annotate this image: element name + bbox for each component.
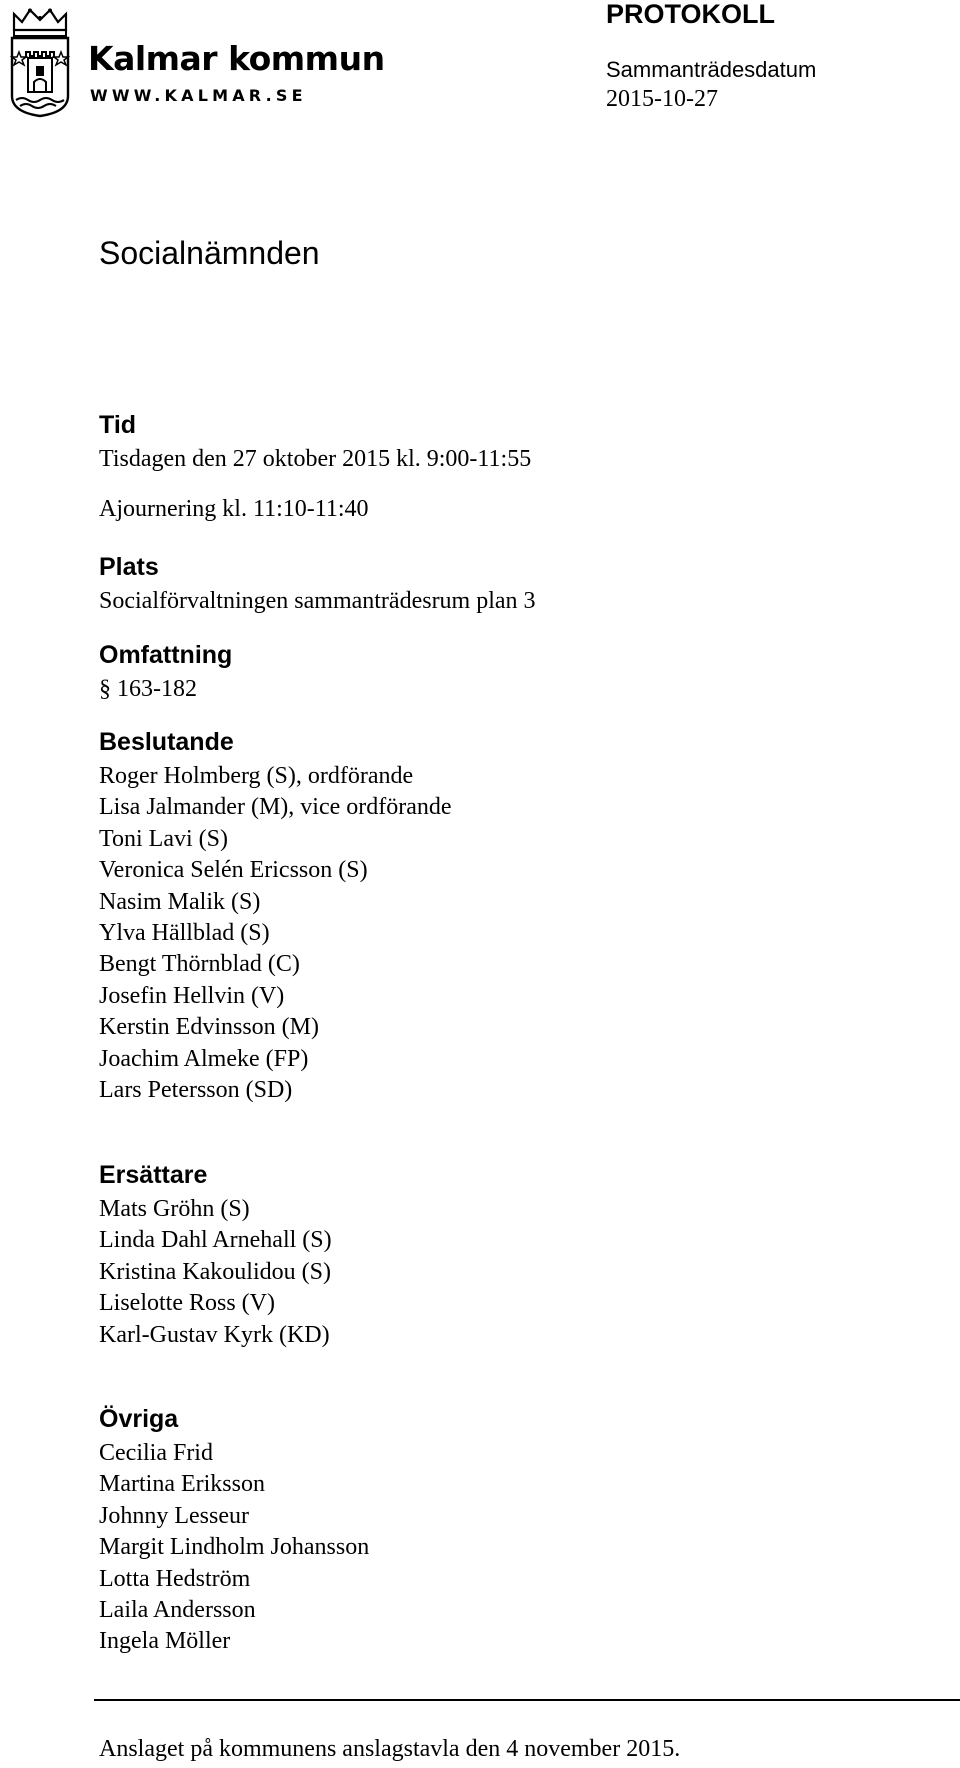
section-heading-tid: Tid [99, 411, 137, 439]
kalmar-crest-icon [8, 8, 72, 118]
list-item: Margit Lindholm Johansson [99, 1534, 370, 1561]
section-heading-ovriga: Övriga [99, 1405, 179, 1433]
list-item: Joachim Almeke (FP) [99, 1045, 309, 1072]
list-item: Johnny Lesseur [99, 1502, 249, 1529]
list-item: Ylva Hällblad (S) [99, 920, 270, 947]
list-item: Lotta Hedström [99, 1565, 251, 1592]
list-item: Linda Dahl Arnehall (S) [99, 1227, 332, 1254]
list-item: Mats Gröhn (S) [99, 1196, 250, 1222]
beslutande-list [99, 761, 452, 1106]
section-heading-beslutande: Beslutande [99, 728, 234, 756]
ovriga-list [99, 1438, 369, 1658]
adjournment-line: Ajournering kl. 11:10-11:40 [99, 496, 369, 522]
list-item: Martina Eriksson [99, 1471, 265, 1498]
list-item: Bengt Thörnblad (C) [99, 951, 300, 978]
footer-divider [94, 1699, 960, 1701]
list-item: Cecilia Frid [99, 1440, 213, 1466]
section-heading-ersattare: Ersättare [99, 1161, 208, 1189]
org-name: Kalmar kommun [88, 39, 385, 78]
list-item: Lisa Jalmander (M), vice ordförande [99, 794, 452, 821]
list-item: Karl-Gustav Kyrk (KD) [99, 1321, 330, 1348]
list-item: Kerstin Edvinsson (M) [99, 1014, 319, 1041]
section-heading-omfattning: Omfattning [99, 641, 233, 669]
time-line: Tisdagen den 27 oktober 2015 kl. 9:00-11:55 [99, 446, 532, 472]
list-item: Lars Petersson (SD) [99, 1077, 293, 1104]
list-item: Nasim Malik (S) [99, 888, 261, 915]
scope-line: § 163-182 [99, 676, 197, 702]
posting-notice: Anslaget på kommunens anslagstavla den 4 november 2015. [99, 1736, 681, 1762]
list-item: Laila Andersson [99, 1597, 256, 1624]
list-item: Josefin Hellvin (V) [99, 982, 285, 1009]
location-line: Socialförvaltningen sammanträdesrum plan 3 [99, 588, 536, 614]
committee-title: Socialnämnden [99, 235, 320, 271]
list-item: Toni Lavi (S) [99, 825, 228, 852]
list-item: Ingela Möller [99, 1628, 231, 1655]
document-type: PROTOKOLL [606, 0, 776, 29]
section-heading-plats: Plats [99, 553, 159, 581]
list-item: Liselotte Ross (V) [99, 1290, 275, 1317]
meeting-date-label: Sammanträdesdatum [606, 57, 817, 82]
ersattare-list [99, 1194, 332, 1351]
org-website: WWW.KALMAR.SE [90, 86, 307, 105]
list-item: Veronica Selén Ericsson (S) [99, 857, 368, 884]
list-item: Roger Holmberg (S), ordförande [99, 763, 414, 789]
meeting-date-value: 2015-10-27 [606, 86, 718, 112]
list-item: Kristina Kakoulidou (S) [99, 1258, 331, 1285]
